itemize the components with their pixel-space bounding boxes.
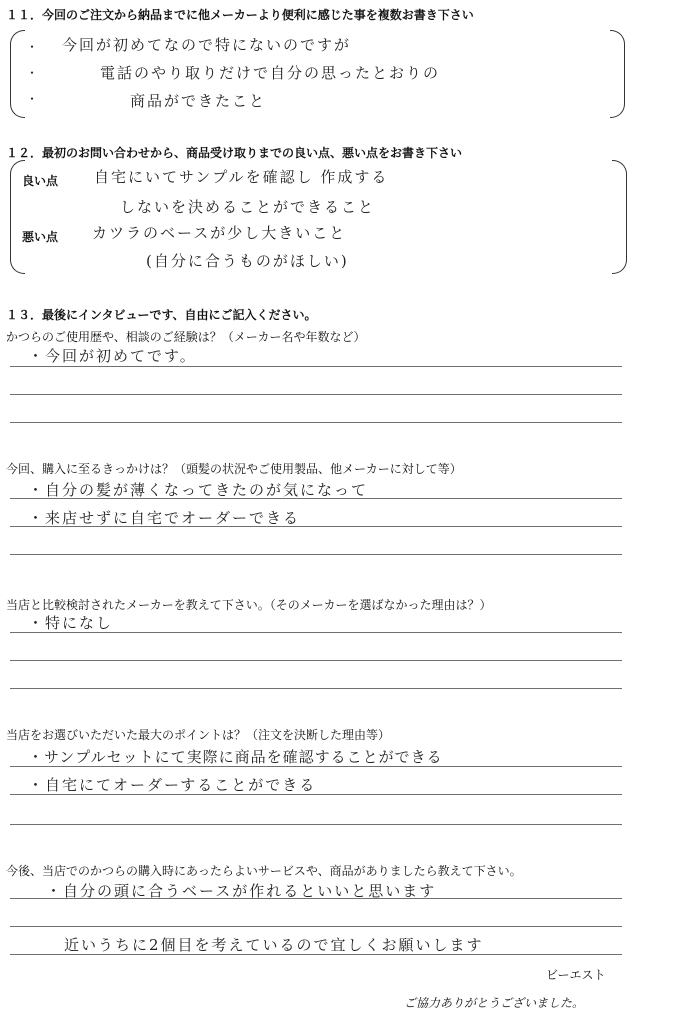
q11-answer-3: 商品ができたこと xyxy=(130,92,267,110)
good-point-label: 良い点 xyxy=(22,174,59,188)
answer-line xyxy=(10,926,622,927)
q13-sub5-answer-2: 近いうちに2個目を考えているので宜しくお願いします xyxy=(64,936,484,954)
bad-point-answer-2: (自分に合うものがほしい) xyxy=(146,252,349,270)
q11-answer-2: 電話のやり取りだけで自分の思ったとおりの xyxy=(100,64,441,82)
answer-line xyxy=(10,660,622,661)
q13-sub2-answer-1: ・自分の髪が薄くなってきたのが気になって xyxy=(28,481,369,499)
answer-line xyxy=(10,498,622,499)
answer-line xyxy=(10,422,622,423)
company-name: ビーエスト xyxy=(546,968,606,982)
q11-bracket-right xyxy=(610,30,625,118)
answer-line xyxy=(10,394,622,395)
q13-sub1-answer-1: ・今回が初めてです。 xyxy=(28,347,197,365)
q12-title: １２．最初のお問い合わせから、商品受け取りまでの良い点、悪い点をお書き下さい xyxy=(6,146,463,160)
q13-sub4-answer-1: ・サンプルセットにて実際に商品を確認することができる xyxy=(28,748,443,766)
bad-point-answer-1: カツラのベースが少し大きいこと xyxy=(92,224,347,242)
answer-line xyxy=(10,766,622,767)
q13-sub3-question: 当店と比較検討されたメーカーを教えて下さい。（そのメーカーを選ばなかった理由は？） xyxy=(6,598,492,612)
answer-line xyxy=(10,632,622,633)
q12-bracket-right xyxy=(612,160,627,274)
q11-answer-1: 今回が初めてなので特にないのですが xyxy=(62,36,352,54)
answer-line xyxy=(10,954,622,955)
answer-line xyxy=(10,526,622,527)
q13-sub1-question: かつらのご使用歴や、相談のご経験は？（メーカー名や年数など） xyxy=(6,330,366,344)
answer-line xyxy=(10,688,622,689)
q11-bracket-left xyxy=(10,30,25,118)
answer-line xyxy=(10,554,622,555)
q11-bullet-2: ・ xyxy=(26,66,39,80)
good-point-answer-2: しないを決めることができること xyxy=(120,198,376,216)
answer-line xyxy=(10,366,622,367)
q13-sub5-question: 今後、当店でのかつらの購入時にあったらよいサービスや、商品がありましたら教えて下さい。 xyxy=(6,864,522,878)
q13-sub2-question: 今回、購入に至るきっかけは？（頭髪の状況やご使用製品、他メーカーに対して等） xyxy=(6,462,462,476)
q11-bullet-1: ・ xyxy=(26,40,39,54)
q13-sub3-answer-1: ・特になし xyxy=(28,614,114,632)
q11-bullet-3: ・ xyxy=(26,92,39,106)
bad-point-label: 悪い点 xyxy=(22,230,59,244)
answer-line xyxy=(10,794,622,795)
q13-sub4-answer-2: ・自宅にてオーダーすることができる xyxy=(28,776,317,794)
q13-title: １３．最後にインタビューです、自由にご記入ください。 xyxy=(6,308,317,322)
q11-title: １１．今回のご注文から納品までに他メーカーより便利に感じた事を複数お書き下さい xyxy=(6,8,474,22)
good-point-answer-1: 自宅にいてサンプルを確認し 作成する xyxy=(94,168,389,186)
q13-sub4-question: 当店をお選びいただいた最大のポイントは？（注文を決断した理由等） xyxy=(6,728,391,742)
thank-you-message: ご協力ありがとうございました。 xyxy=(404,996,585,1010)
q13-sub2-answer-2: ・来店せずに自宅でオーダーできる xyxy=(28,509,301,527)
answer-line xyxy=(10,824,622,825)
answer-line xyxy=(10,898,622,899)
q13-sub5-answer-1: ・自分の頭に合うベースが作れるといいと思います xyxy=(46,882,437,900)
